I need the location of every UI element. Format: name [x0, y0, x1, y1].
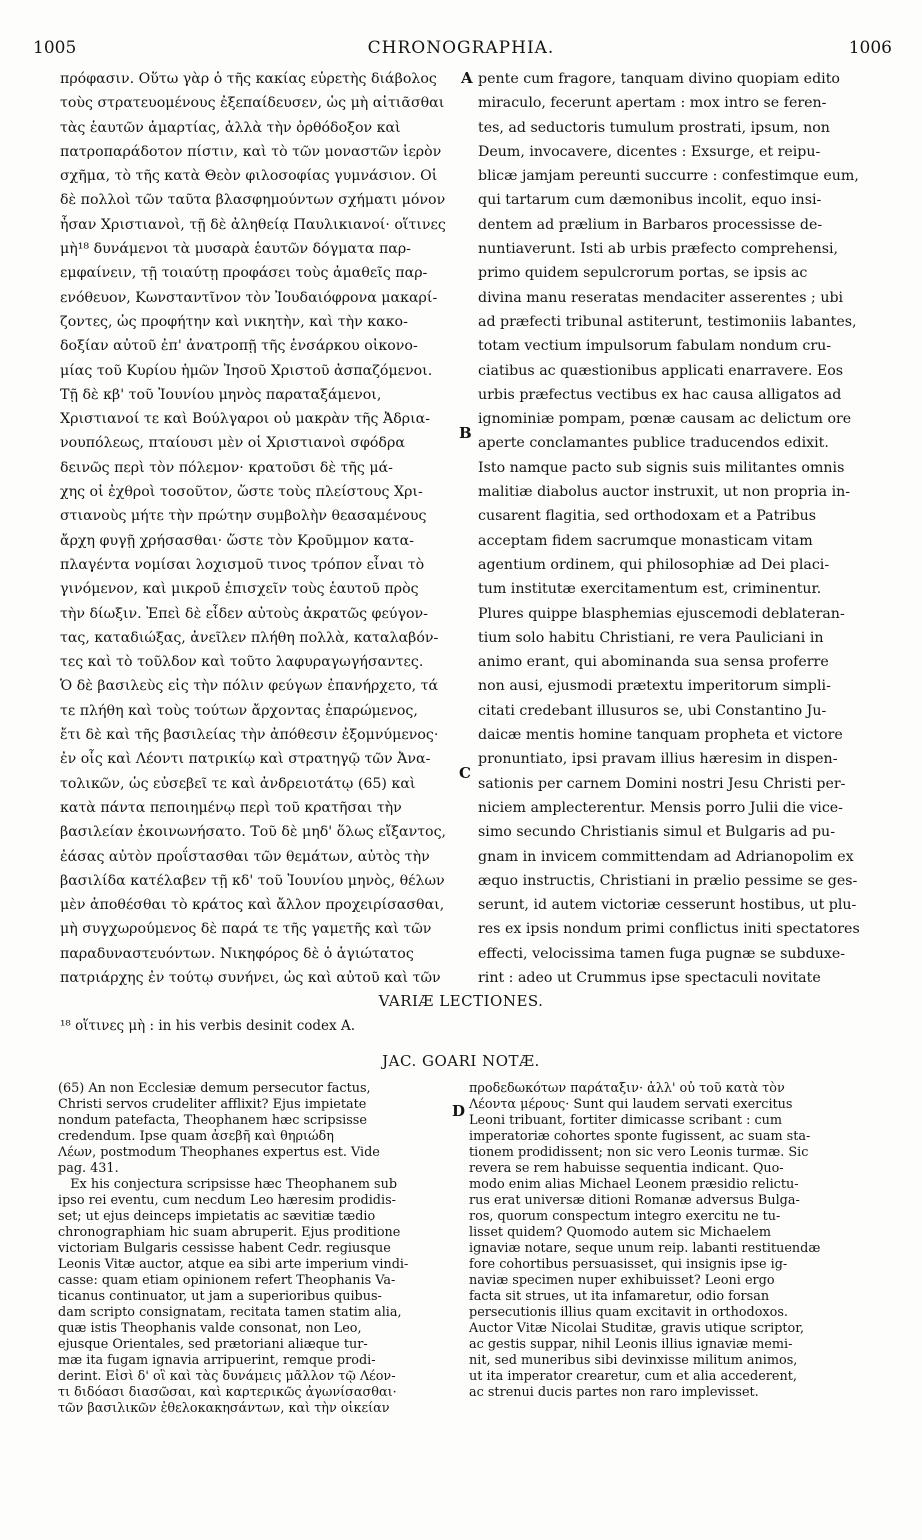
- note-line: fore cohortibus persuasisset, qui insignis ipse ig-: [469, 1257, 788, 1272]
- greek-text-line: νουπόλεως, πταίουσι μὲν οἱ Χριστιανοὶ σφόδρα: [60, 435, 405, 452]
- note-line: Λέοντα μέρους· Sunt qui laudem servati exercitus: [469, 1097, 793, 1112]
- note-line: ros, quorum conspectum integro exercitu ne tu-: [469, 1209, 781, 1224]
- greek-text-line: χης οἱ ἐχθροὶ τοσοῦτον, ὥστε τοὺς πλείστους Χρι-: [60, 484, 423, 501]
- latin-text-line: miraculo, fecerunt apertam : mox intro se feren-: [478, 95, 827, 112]
- greek-text-line: κατὰ πάντα πεποιημένῳ περὶ τοῦ κρατῆσαι τὴν: [60, 799, 402, 816]
- latin-text-line: rint : adeo ut Crummus ipse spectaculi novitate: [478, 969, 821, 986]
- note-line: victoriam Bulgaris cessisse habent Cedr. regiusque: [58, 1241, 391, 1256]
- note-line: nondum patefacta, Theophanem hæc scripsisse: [58, 1113, 367, 1128]
- greek-text-line: τας, καταδιώξας, ἀνεῖλεν πλήθη πολλὰ, καταλαβόν-: [60, 629, 439, 646]
- note-line: casse: quam etiam opinionem refert Theophanis Va-: [58, 1273, 396, 1288]
- note-line: Leoni tribuant, fortiter dimicasse scribant : cum: [469, 1113, 783, 1128]
- greek-text-line: Τῇ δὲ κβ' τοῦ Ἰουνίου μηνὸς παραταξάμενοι,: [60, 386, 382, 403]
- latin-text-line: cusarent flagitia, sed orthodoxam et a Patribus: [478, 508, 817, 525]
- greek-text-line: τὴν δίωξιν. Ἐπεὶ δὲ εἶδεν αὐτοὺς ἀκρατῶς φεύγον-: [60, 605, 428, 622]
- note-line: credendum. Ipse quam ἀσεβῆ καὶ θηριώδη: [58, 1129, 334, 1144]
- greek-text-line: μὲν ἀποθέσθαι τὸ κράτος καὶ ἄλλον προχειρίσασθαι,: [60, 897, 445, 914]
- note-line: ac strenui ducis partes non raro implevisset.: [469, 1385, 759, 1400]
- note-line: Auctor Vitæ Nicolai Studitæ, gravis utique scriptor,: [469, 1321, 805, 1336]
- latin-text-line: ad præfecti tribunal astiterunt, testimoniis labantes,: [478, 313, 857, 330]
- latin-text-line: primo quidem sepulcrorum portas, se ipsis ac: [478, 265, 808, 282]
- note-line: pag. 431.: [58, 1161, 119, 1176]
- greek-text-line: στιανοὺς μήτε τὴν πρώτην συμβολὴν θεασαμένους: [60, 508, 427, 525]
- greek-text-line: εμφαίνειν, τῇ τοιαύτῃ προφάσει τοὺς ἀμαθεῖς παρ-: [60, 265, 428, 282]
- latin-text-line: tum institutæ exercitamentum est, criminentur.: [478, 581, 822, 598]
- greek-text-line: βασιλίδα κατέλαβεν τῇ κδ' τοῦ Ἰουνίου μηνὸς, θέλων: [60, 872, 445, 889]
- greek-text-line: βασιλείαν ἐκοινωνήσατο. Τοῦ δὲ μηδ' ὅλως εἴξαντος,: [60, 824, 447, 841]
- running-title: CHRONOGRAPHIA.: [367, 38, 555, 58]
- note-line: dam scripto consignatam, recitata tamen statim alia,: [58, 1305, 402, 1320]
- latin-text-line: serunt, id autem victoriæ cesserunt hostibus, ut plu-: [478, 897, 857, 914]
- notes-right-column: [469, 1081, 889, 1401]
- greek-text-line: τὰς ἑαυτῶν ἁμαρτίας, ἀλλὰ τὴν ὀρθόδοξον καὶ: [60, 119, 401, 136]
- latin-text-line: totam vectium impulsorum fabulam nondum cru-: [478, 338, 832, 355]
- latin-text-line: non ausi, ejusmodi prætextu imperitorum simpli-: [478, 678, 831, 695]
- note-line: Christi servos crudeliter afflixit? Ejus impietate: [58, 1097, 367, 1112]
- note-line: ac gestis suppar, nihil Leonis illius ignaviæ memi-: [469, 1337, 793, 1352]
- latin-text-line: effecti, velocissima tamen fuga pugnæ se subduxe-: [478, 945, 846, 962]
- greek-text-line: μίας τοῦ Κυρίου ἡμῶν Ἰησοῦ Χριστοῦ ἀσπαζόμενοι.: [60, 362, 433, 379]
- greek-text-line: παραδυναστευόντων. Νικηφόρος δὲ ὁ ἁγιώτατος: [60, 945, 414, 962]
- greek-text-line: πατροπαράδοτον πίστιν, καὶ τὸ τῶν μοναστῶν ἱερὸν: [60, 143, 442, 160]
- greek-text-line: σχῆμα, τὸ τῆς κατὰ Θεὸν φιλοσοφίας γυμνάσιον. Οἱ: [60, 168, 438, 185]
- latin-text-line: citati credebant illusuros se, ubi Constantino Ju-: [478, 702, 827, 719]
- greek-text-line: ἦσαν Χριστιανοὶ, τῇ δὲ ἀληθείᾳ Παυλικιανοί· οἵτινες: [60, 216, 446, 233]
- note-line: modo enim alias Michael Leonem præsidio relictu-: [469, 1177, 799, 1192]
- greek-text-column: [60, 67, 456, 990]
- latin-text-column: [478, 67, 892, 990]
- latin-text-line: Plures quippe blasphemias ejuscemodi deblateran-: [478, 605, 845, 622]
- greek-text-line: μὴ συγχωρούμενος δὲ παρά τε τῆς γαμετῆς καὶ τῶν: [60, 921, 432, 938]
- note-line: lisset quidem? Quomodo autem sic Michaelem: [469, 1225, 771, 1240]
- latin-text-line: pente cum fragore, tanquam divino quopiam edito: [478, 71, 840, 87]
- note-line: (65) An non Ecclesiæ demum persecutor factus,: [58, 1081, 371, 1096]
- notes-left-column: [58, 1081, 453, 1417]
- latin-text-line: acceptam fidem sacrumque monasticam vitam: [478, 532, 813, 549]
- greek-text-line: τες καὶ τὸ τοῦλδον καὶ τοῦτο λαφυραγωγήσαντες.: [60, 654, 424, 671]
- section-marker-d: D: [452, 1102, 466, 1120]
- note-line: Leonis Vitæ auctor, atque ea sibi arte imperium vindi-: [58, 1257, 409, 1272]
- greek-text-line: τοὺς στρατευομένους ἐξεπαίδευσεν, ὡς μὴ αἰτιᾶσθαι: [60, 95, 445, 112]
- section-marker-a: A: [461, 69, 473, 87]
- note-line: τῶν βασιλικῶν ἐθελοκακησάντων, καὶ τὴν οἰκείαν: [58, 1401, 390, 1416]
- section-marker-c: C: [459, 764, 471, 782]
- latin-text-line: tes, ad seductoris tumulum prostrati, ipsum, non: [478, 119, 830, 136]
- note-line: nit, sed muneribus sibi devinxisse militum animos,: [469, 1353, 798, 1368]
- variae-lectiones-text: ¹⁸ οἵτινες μὴ : in his verbis desinit codex A.: [60, 1018, 355, 1034]
- greek-text-line: τολικῶν, ὡς εὐσεβεῖ τε καὶ ἀνδρειοτάτῳ (65) καὶ: [60, 775, 416, 792]
- latin-text-line: æquo instructis, Christiani in prælio pessime se ges-: [478, 872, 858, 889]
- greek-text-line: ἄρχη φυγῇ χρήσασθαι· ὥστε τὸν Κροῦμμον κατα-: [60, 532, 415, 549]
- note-line: rus erat universæ ditioni Romanæ adversus Bulga-: [469, 1193, 800, 1208]
- latin-text-line: agentium ordinem, qui philosophiæ ad Dei placi-: [478, 556, 830, 573]
- greek-text-line: πρόφασιν. Οὕτω γὰρ ὁ τῆς κακίας εὑρετὴς διάβολος: [60, 71, 437, 87]
- greek-text-line: δοξίαν αὐτοῦ ἐπ' ἀνατροπῇ τῆς ἐνσάρκου οἰκονο-: [60, 338, 418, 355]
- note-line: chronographiam hic suam abruperit. Ejus proditione: [58, 1225, 401, 1240]
- greek-text-line: ἔτι δὲ καὶ τῆς βασιλείας τὴν ἀπόθεσιν ἐξομνύμενος·: [60, 727, 439, 744]
- latin-text-line: niciem amplecterentur. Mensis porro Julii die vice-: [478, 799, 843, 816]
- latin-text-line: animo erant, qui abominanda sua sensa proferre: [478, 654, 829, 671]
- page-number-right: 1006: [848, 38, 892, 58]
- latin-text-line: dentem ad prælium in Barbaros processisse de-: [478, 216, 823, 233]
- greek-text-line: ενόθευον, Κωνσταντῖνον τὸν Ἰουδαιόφρονα μακαρί-: [60, 289, 438, 306]
- latin-text-line: nuntiaverunt. Isti ab urbis præfecto comprehensi,: [478, 241, 839, 258]
- greek-text-line: Χριστιανοί τε καὶ Βούλγαροι οὐ μακρὰν τῆς Ἀδρια-: [60, 411, 431, 428]
- greek-text-line: ἐν οἷς καὶ Λέοντι πατρικίῳ καὶ στρατηγῷ τῶν Ἀνα-: [60, 751, 431, 768]
- latin-text-line: tium solo habitu Christiani, re vera Pauliciani in: [478, 629, 824, 646]
- note-line: τι διδόασι διασῶσαι, καὶ καρτερικῶς ἀγωνίσασθαι·: [58, 1385, 397, 1400]
- note-line: ticanus continuator, ut jam a superioribus quibus-: [58, 1289, 382, 1304]
- note-line: ipso rei eventu, cum necdum Leo hæresim prodidis-: [58, 1193, 396, 1208]
- note-line: mæ ita fugam ignavia arripuerint, remque prodi-: [58, 1353, 376, 1368]
- greek-text-line: δεινῶς περὶ τὸν πόλεμον· κρατοῦσι δὲ τῆς μά-: [60, 459, 393, 476]
- greek-text-line: δὲ πολλοὶ τῶν ταῦτα βλασφημούντων σχήματι μόνον: [60, 192, 446, 209]
- greek-text-line: γινόμενον, καὶ μικροῦ ἐπισχεῖν τοὺς ἑαυτοῦ πρὸς: [60, 581, 419, 598]
- latin-text-line: malitiæ diabolus auctor instruxit, ut non propria in-: [478, 484, 851, 501]
- latin-text-line: ignominiæ pompam, pœnæ causam ac delictum ore: [478, 411, 852, 428]
- note-line: derint. Εἰσὶ δ' οἳ καὶ τὰς δυνάμεις μᾶλλον τῷ Λέον-: [58, 1369, 396, 1384]
- greek-text-line: τε πλήθη καὶ τοὺς τούτων ἄρχοντας ἐπαρώμενος,: [60, 702, 418, 719]
- latin-text-line: ciatibus ac quæstionibus applicati enarravere. Eos: [478, 362, 844, 379]
- note-line: προδεδωκότων παράταξιν· ἀλλ' οὐ τοῦ κατὰ τὸν: [469, 1081, 785, 1096]
- note-line: naviæ specimen nuper exhibuisset? Leoni ergo: [469, 1273, 775, 1288]
- greek-text-line: πλαγέντα νομίσαι λοχισμοῦ τινος τρόπον εἶναι τὸ: [60, 556, 425, 573]
- note-line: tionem prodidissent; non sic vero Leonis turmæ. Sic: [469, 1145, 809, 1160]
- note-line: persecutionis illius quam excitavit in orthodoxos.: [469, 1305, 788, 1320]
- note-line: facta sit strues, ut ita infamaretur, odio forsan: [469, 1289, 770, 1304]
- latin-text-line: Isto namque pacto sub signis suis militantes omnis: [478, 459, 845, 476]
- greek-text-line: μὴ¹⁸ δυνάμενοι τὰ μυσαρὰ ἑαυτῶν δόγματα παρ-: [60, 241, 411, 258]
- latin-text-line: pronuntiato, ipsi pravam illius hæresim in dispen-: [478, 751, 838, 768]
- notes-heading: JAC. GOARI NOTÆ.: [382, 1052, 540, 1070]
- latin-text-line: gnam in invicem committendam ad Adrianopolim ex: [478, 848, 854, 865]
- latin-text-line: urbis præfectus vectibus ex hac causa alligatos ad: [478, 386, 842, 403]
- note-line: ut ita imperator crearetur, cum et alia accederent,: [469, 1369, 797, 1384]
- note-line: Ex his conjectura scripsisse hæc Theophanem sub: [58, 1177, 398, 1192]
- latin-text-line: Deum, invocavere, dicentes : Exsurge, et reipu-: [478, 143, 821, 160]
- latin-text-line: sationis per carnem Domini nostri Jesu Christi per-: [478, 775, 846, 792]
- greek-text-line: ζοντες, ὡς προφήτην καὶ νικητὴν, καὶ τὴν κακο-: [60, 313, 408, 330]
- latin-text-line: blicæ jamjam pereunti succurre : confestimque eum,: [478, 168, 859, 185]
- greek-text-line: Ὁ δὲ βασιλεὺς εἰς τὴν πόλιν φεύγων ἐπανήρχετο, τά: [60, 678, 439, 695]
- latin-text-line: daicæ mentis homine tanquam propheta et victore: [478, 727, 843, 744]
- latin-text-line: qui tartarum cum dæmonibus incolit, equo insi-: [478, 192, 822, 209]
- note-line: revera se rem habuisse sequentia indicant. Quo-: [469, 1161, 784, 1176]
- greek-text-line: πατριάρχης ἐν τούτῳ συνήνει, ὡς καὶ αὐτοῦ καὶ τῶν: [60, 969, 441, 986]
- note-line: imperatoriæ cohortes sponte fugissent, ac suam sta-: [469, 1129, 811, 1144]
- section-marker-b: B: [459, 424, 472, 442]
- latin-text-line: simo secundo Christianis simul et Bulgaris ad pu-: [478, 824, 835, 841]
- note-line: ejusque Orientales, sed prætoriani aliæque tur-: [58, 1337, 368, 1352]
- variae-lectiones-heading: VARIÆ LECTIONES.: [378, 992, 544, 1010]
- note-line: ignaviæ notare, seque unum reip. labanti restituendæ: [469, 1241, 821, 1256]
- note-line: set; ut ejus deinceps impietatis ac sævitiæ tædio: [58, 1209, 376, 1224]
- latin-text-line: divina manu reseratas mendaciter asserentes ; ubi: [478, 289, 844, 306]
- greek-text-line: ἐάσας αὐτὸν προΐστασθαι τῶν θεμάτων, αὐτὸς τὴν: [60, 848, 430, 865]
- note-line: Λέων, postmodum Theophanes expertus est. Vide: [58, 1145, 380, 1160]
- note-line: quæ istis Theophanis valde consonat, non Leo,: [58, 1321, 362, 1336]
- latin-text-line: res ex ipsis nondum primi conflictus initi spectatores: [478, 921, 860, 938]
- latin-text-line: aperte conclamantes publice traducendos edixit.: [478, 435, 829, 452]
- page-number-left: 1005: [33, 38, 77, 58]
